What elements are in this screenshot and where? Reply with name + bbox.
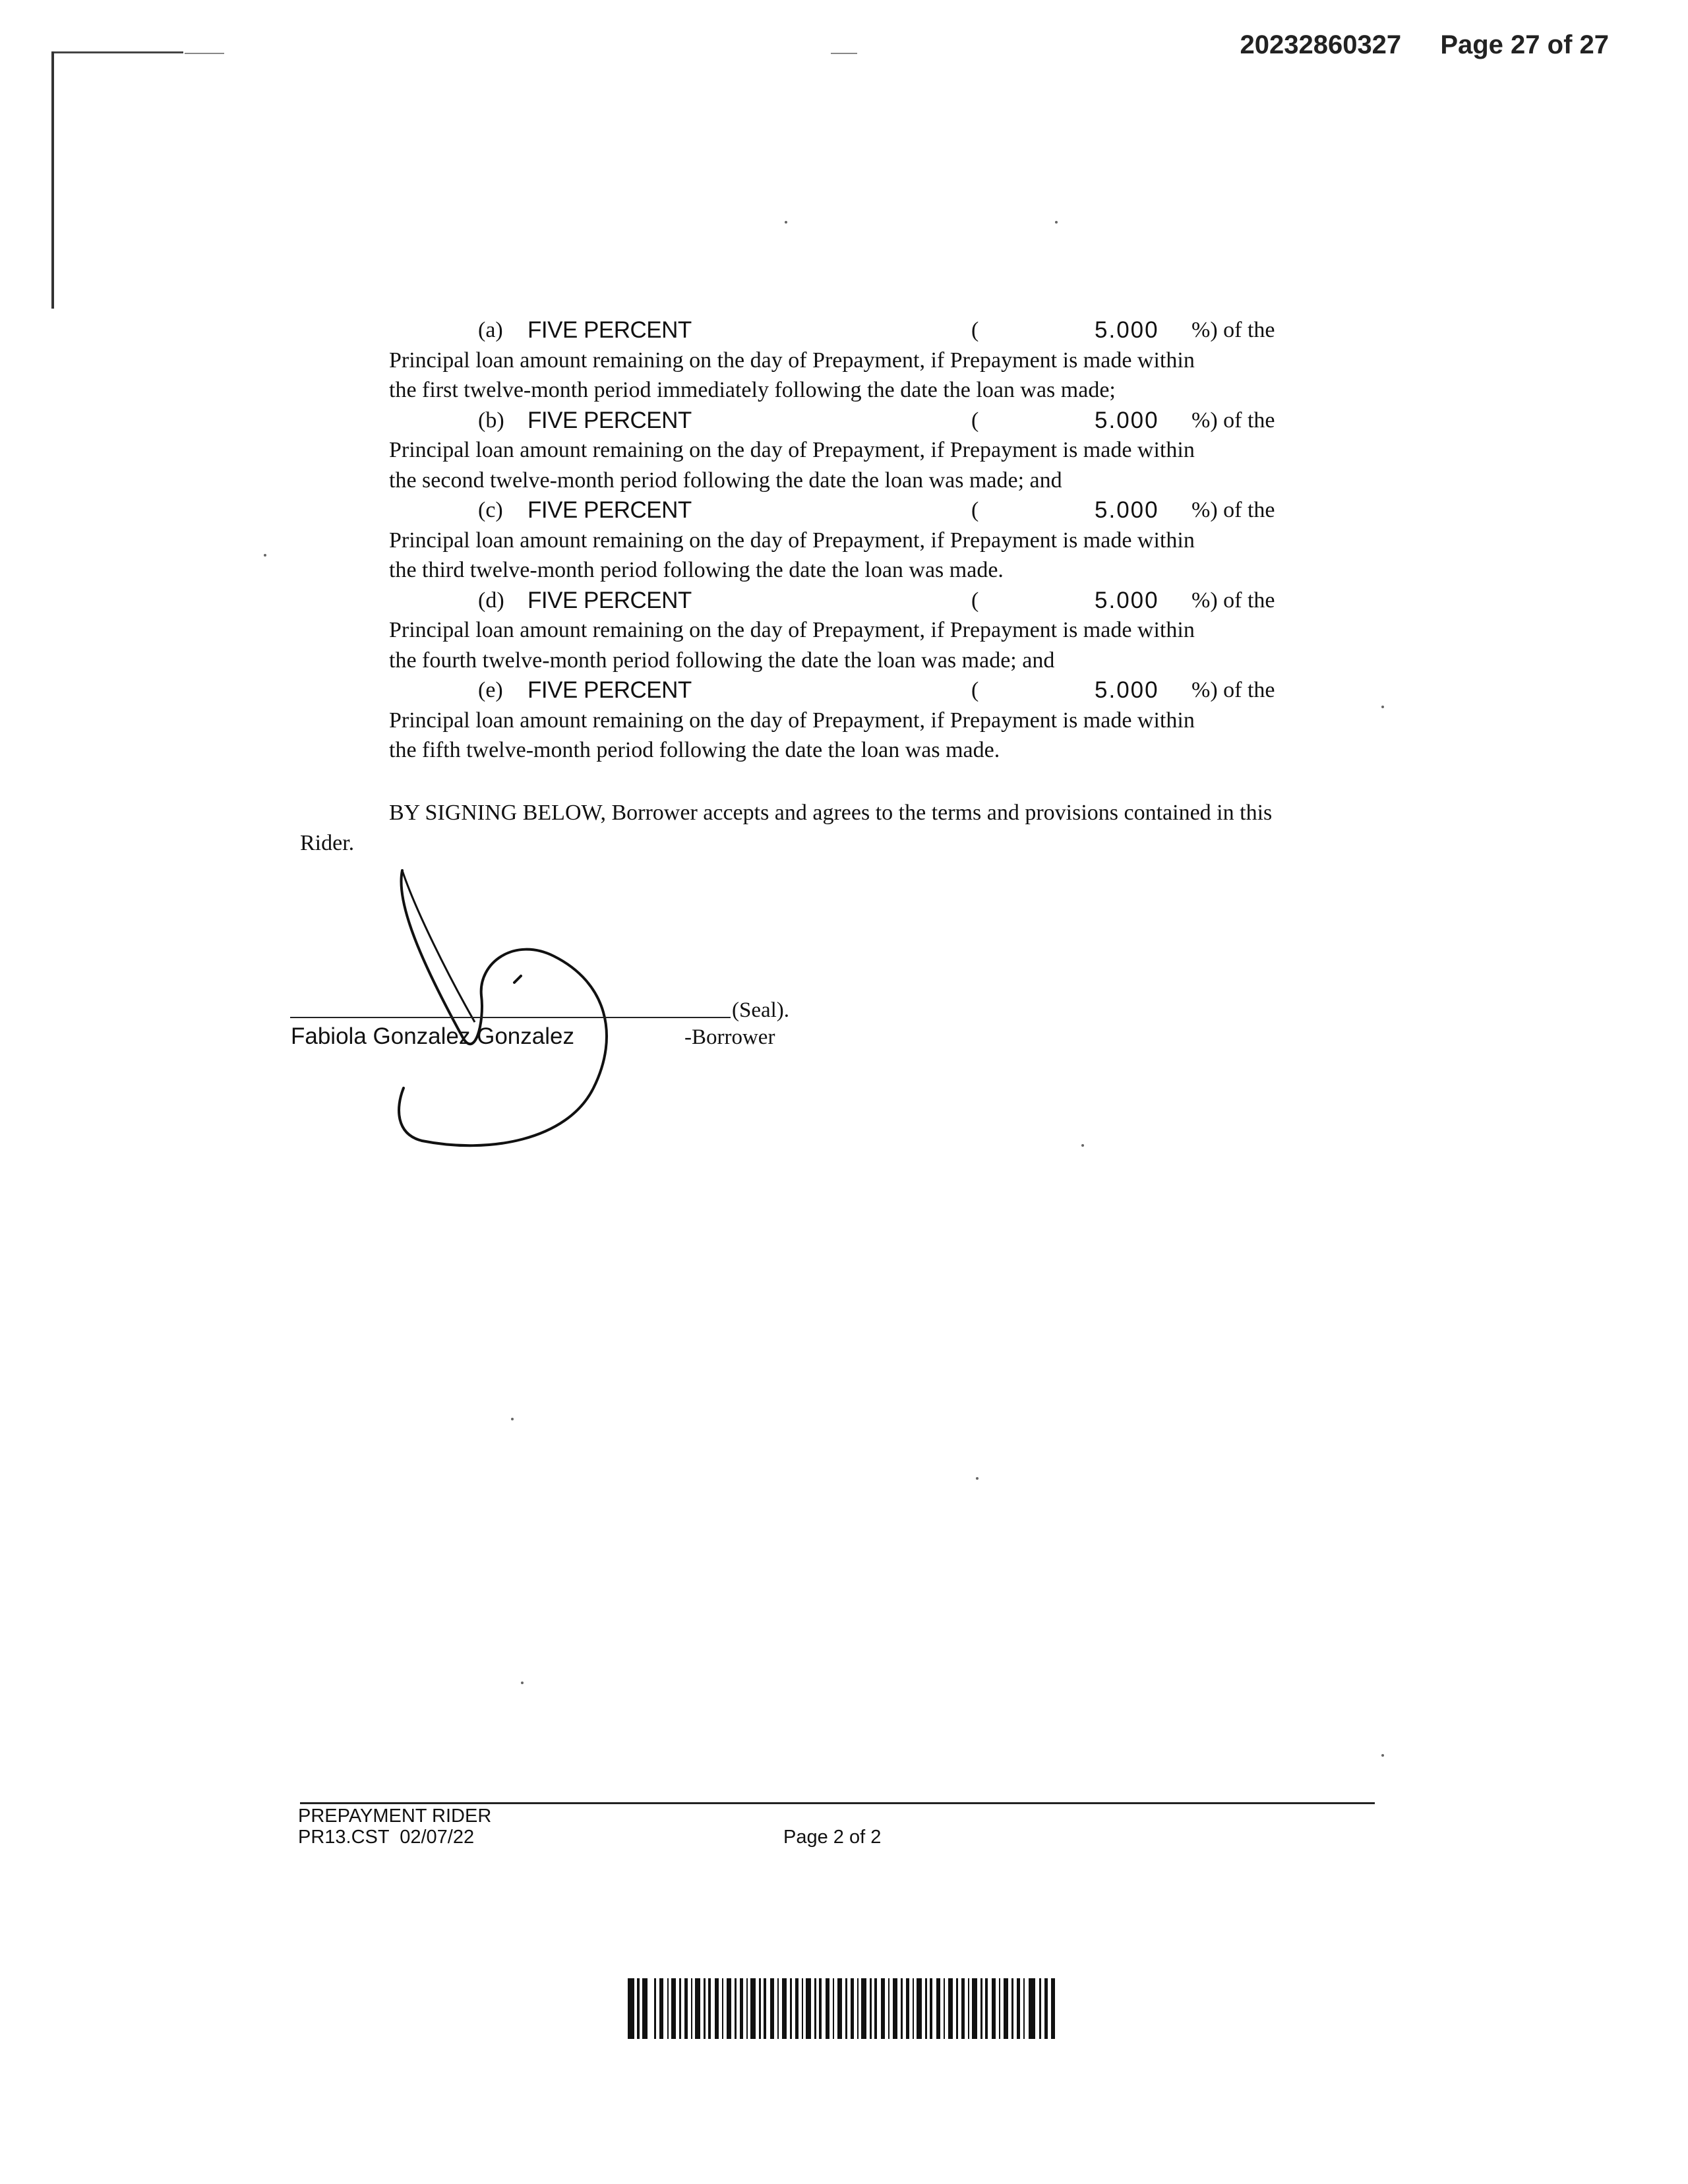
scan-speck — [511, 1418, 514, 1420]
scan-artifact — [185, 53, 224, 54]
item-percent-words: FIVE PERCENT — [528, 317, 692, 343]
page-label: Page 27 of 27 — [1440, 30, 1609, 59]
footer-form-code: PR13.CST 02/07/22 — [298, 1827, 475, 1848]
item-percent-tail: %) of the — [1191, 588, 1275, 613]
item-text-line: the fourth twelve-month period following the date the loan was made; and — [389, 648, 1055, 673]
item-percent-words: FIVE PERCENT — [528, 497, 692, 523]
item-percent-words: FIVE PERCENT — [528, 407, 692, 433]
schedule-item — [389, 315, 1299, 406]
recording-header — [1240, 30, 1609, 60]
borrower-role-label: -Borrower — [684, 1025, 775, 1049]
item-open-paren: ( — [971, 318, 979, 342]
schedule-item-head — [389, 495, 1299, 526]
schedule-item — [389, 675, 1299, 766]
scan-speck — [1381, 1754, 1384, 1757]
scan-corner-mark-horizontal — [51, 51, 183, 53]
item-percent-words: FIVE PERCENT — [528, 677, 692, 703]
scan-speck — [521, 1682, 524, 1684]
scan-speck — [785, 221, 787, 224]
item-percent-tail: %) of the — [1191, 498, 1275, 522]
item-text-line: Principal loan amount remaining on the day of Prepayment, if Prepayment is made within — [389, 438, 1195, 462]
document-number: 20232860327 — [1240, 30, 1402, 59]
schedule-item — [389, 406, 1299, 496]
item-letter: (d) — [478, 588, 504, 613]
item-letter: (e) — [478, 678, 503, 702]
item-percent-value: 5.000 — [1095, 317, 1159, 343]
footer-rule — [300, 1802, 1375, 1804]
scan-speck — [264, 554, 266, 557]
footer-form-title: PREPAYMENT RIDER — [298, 1805, 492, 1827]
item-text-line: the first twelve-month period immediately following the date the loan was made; — [389, 378, 1116, 402]
item-percent-words: FIVE PERCENT — [528, 587, 692, 613]
scan-speck — [1381, 706, 1384, 708]
schedule-item — [389, 586, 1299, 676]
item-open-paren: ( — [971, 588, 979, 613]
schedule-item-head — [389, 315, 1299, 346]
item-text-line: the third twelve-month period following the date the loan was made. — [389, 558, 1004, 582]
item-percent-tail: %) of the — [1191, 408, 1275, 433]
item-percent-tail: %) of the — [1191, 678, 1275, 702]
item-text-line: Principal loan amount remaining on the day of Prepayment, if Prepayment is made within — [389, 528, 1195, 553]
item-open-paren: ( — [971, 408, 979, 433]
item-letter: (b) — [478, 408, 504, 433]
scan-corner-mark-vertical — [51, 51, 54, 309]
scan-speck — [1081, 1144, 1084, 1147]
item-percent-value: 5.000 — [1095, 587, 1159, 613]
signature-line — [290, 1017, 731, 1018]
footer-page-number: Page 2 of 2 — [783, 1827, 882, 1848]
item-letter: (a) — [478, 318, 503, 342]
item-open-paren: ( — [971, 678, 979, 702]
item-text-line: Principal loan amount remaining on the day of Prepayment, if Prepayment is made within — [389, 708, 1195, 733]
item-text-line: the second twelve-month period following the date the loan was made; and — [389, 468, 1062, 493]
item-percent-value: 5.000 — [1095, 497, 1159, 523]
acceptance-paragraph — [300, 798, 1388, 858]
acceptance-line: Rider. — [300, 830, 355, 855]
prepayment-schedule — [389, 315, 1299, 766]
schedule-item — [389, 495, 1299, 586]
item-text-line: Principal loan amount remaining on the day of Prepayment, if Prepayment is made within — [389, 348, 1195, 373]
item-percent-tail: %) of the — [1191, 318, 1275, 342]
handwritten-signature — [369, 864, 633, 1161]
seal-label: (Seal). — [732, 998, 790, 1022]
barcode-image — [628, 1978, 1056, 2039]
footer-form-info — [298, 1805, 491, 1848]
item-percent-value: 5.000 — [1095, 407, 1159, 433]
scan-artifact — [831, 53, 857, 54]
schedule-item-head — [389, 406, 1299, 436]
item-open-paren: ( — [971, 498, 979, 522]
acceptance-line: BY SIGNING BELOW, Borrower accepts and agrees to the terms and provisions contained in this — [389, 801, 1273, 825]
borrower-name: Fabiola Gonzalez Gonzalez — [291, 1023, 574, 1049]
item-text-line: Principal loan amount remaining on the day of Prepayment, if Prepayment is made within — [389, 618, 1195, 642]
item-letter: (c) — [478, 498, 503, 522]
scan-speck — [976, 1477, 979, 1480]
item-percent-value: 5.000 — [1095, 677, 1159, 703]
schedule-item-head — [389, 675, 1299, 706]
schedule-item-head — [389, 586, 1299, 616]
item-text-line: the fifth twelve-month period following the date the loan was made. — [389, 738, 1000, 762]
scan-speck — [1055, 221, 1058, 224]
